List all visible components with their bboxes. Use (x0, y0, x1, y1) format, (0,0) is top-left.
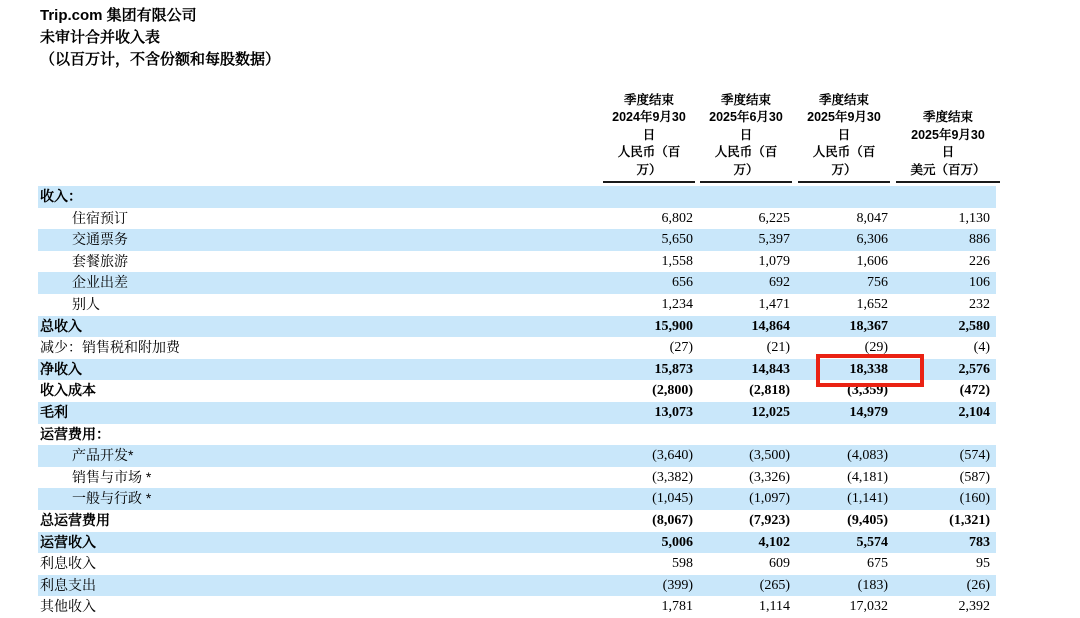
cell-value: 1,130 (958, 210, 990, 226)
header-line: 万） (636, 162, 662, 177)
table-row (38, 316, 996, 338)
cell-value: (4,181) (847, 469, 888, 485)
table-row (38, 553, 996, 575)
header-line: 季度结束 (818, 92, 869, 107)
row-label: 总收入 (40, 317, 82, 334)
cell-value: 1,781 (661, 599, 693, 615)
row-label: 交通票务 (72, 231, 128, 248)
table-row (38, 272, 996, 294)
cell-value: 13,073 (654, 404, 693, 420)
cell-value: 675 (867, 556, 888, 572)
table-row (38, 186, 996, 208)
cell-value: 226 (969, 253, 990, 269)
cell-value: 886 (969, 232, 990, 248)
cell-value: (3,326) (749, 469, 790, 485)
header-line: 日 (739, 127, 753, 142)
row-label: 一般与行政 * (72, 490, 152, 507)
cell-value: 14,843 (751, 361, 790, 377)
row-label: 套餐旅游 (72, 252, 128, 269)
table-row (38, 402, 996, 424)
cell-value: 18,367 (849, 318, 888, 334)
cell-value: (587) (959, 469, 990, 485)
table-row (38, 596, 996, 618)
row-label: 利息收入 (40, 555, 96, 572)
company-name: Trip.com 集团有限公司 (40, 7, 197, 24)
row-label: 别人 (72, 295, 100, 312)
header-line: 人民币（百 (617, 145, 681, 159)
cell-value: (26) (966, 577, 990, 593)
cell-value: (21) (766, 340, 790, 356)
cell-value: 609 (769, 556, 790, 572)
cell-value: 18,338 (849, 361, 888, 377)
table-row (38, 294, 996, 316)
row-label: 运营费用： (40, 425, 110, 442)
cell-value: 15,873 (654, 361, 693, 377)
header-line: 万） (831, 162, 857, 177)
row-label: 企业出差 (72, 274, 128, 291)
cell-value: 1,079 (758, 253, 790, 269)
cell-value: 14,979 (849, 404, 888, 420)
cell-value: 6,225 (758, 210, 790, 226)
column-header-2024q3-rmb (603, 92, 695, 183)
header-line: 日 (941, 145, 955, 159)
cell-value: (3,382) (652, 469, 693, 485)
table-row (38, 575, 996, 597)
cell-value: (472) (959, 383, 990, 399)
cell-value: 2,104 (958, 404, 990, 420)
cell-value: (1,045) (652, 491, 693, 507)
cell-value: (7,923) (749, 512, 790, 528)
cell-value: (4) (973, 340, 990, 356)
cell-value: (265) (759, 577, 790, 593)
cell-value: (2,800) (652, 383, 693, 399)
header-line: 季度结束 (922, 110, 973, 124)
cell-value: 783 (969, 534, 990, 550)
cell-value: (574) (959, 448, 990, 464)
cell-value: 5,574 (856, 534, 888, 550)
header-line: 美元（百万） (910, 162, 986, 177)
table-row (38, 488, 996, 510)
cell-value: 106 (969, 275, 990, 291)
cell-value: (1,321) (949, 512, 990, 528)
cell-value: 656 (672, 275, 693, 291)
header-line: 日 (642, 127, 656, 142)
cell-value: 598 (672, 556, 693, 572)
cell-value: (29) (864, 340, 888, 356)
cell-value: 1,652 (856, 296, 888, 312)
row-label: 总运营费用 (40, 511, 110, 528)
cell-value: 6,802 (661, 210, 693, 226)
cell-value: 1,234 (661, 296, 693, 312)
cell-value: 1,558 (661, 253, 693, 269)
row-label: 收入成本 (40, 382, 96, 399)
row-label: 销售与市场 * (72, 468, 152, 485)
cell-value: 15,900 (654, 318, 693, 334)
header-line: 季度结束 (720, 92, 771, 107)
table-row (38, 510, 996, 532)
cell-value: 5,650 (661, 232, 693, 248)
cell-value: 1,114 (759, 599, 790, 615)
cell-value: 5,397 (758, 232, 790, 248)
header-line: 2025年9月30 (807, 110, 881, 124)
row-label: 产品开发* (72, 447, 134, 464)
column-header-2025q3-rmb (798, 92, 890, 183)
table-row (38, 251, 996, 273)
cell-value: (3,359) (847, 383, 888, 399)
header-line: 日 (837, 127, 851, 142)
cell-value: 232 (969, 296, 990, 312)
cell-value: 1,606 (856, 253, 888, 269)
cell-value: 14,864 (751, 318, 790, 334)
cell-value: 2,576 (958, 361, 990, 377)
column-header-2025q3-usd (896, 92, 1000, 183)
cell-value: 6,306 (856, 232, 888, 248)
statement-title: 未审计合并收入表 (40, 29, 161, 46)
table-column-headers (0, 92, 1080, 183)
cell-value: (2,818) (749, 383, 790, 399)
header-line: 2024年9月30 (612, 110, 686, 124)
cell-value: (183) (857, 577, 888, 593)
cell-value: 2,392 (958, 599, 990, 615)
cell-value: 1,471 (758, 296, 790, 312)
cell-value: (399) (662, 577, 693, 593)
cell-value: (27) (669, 340, 693, 356)
table-row (38, 532, 996, 554)
cell-value: 2,580 (958, 318, 990, 334)
header-line: 2025年6月30 (709, 110, 783, 124)
cell-value: (9,405) (847, 512, 888, 528)
column-header-2025q2-rmb (700, 92, 792, 183)
row-label: 其他收入 (40, 598, 96, 615)
row-label: 住宿预订 (72, 209, 128, 226)
header-line: 人民币（百 (714, 145, 778, 159)
cell-value: 17,032 (849, 599, 888, 615)
cell-value: (160) (959, 491, 990, 507)
units-note: （以百万计，不含份额和每股数据） (40, 51, 281, 68)
cell-value: (3,640) (652, 448, 693, 464)
table-row (38, 445, 996, 467)
row-label: 运营收入 (40, 533, 96, 550)
cell-value: (8,067) (652, 512, 693, 528)
document-title-block (40, 5, 280, 71)
cell-value: 95 (976, 556, 990, 572)
cell-value: (1,097) (749, 491, 790, 507)
row-label: 收入： (40, 188, 82, 204)
cell-value: 8,047 (856, 210, 888, 226)
header-line: 万） (733, 162, 759, 177)
header-line: 季度结束 (623, 92, 674, 107)
table-body (38, 186, 996, 618)
cell-value: (1,141) (847, 491, 888, 507)
cell-value: 4,102 (758, 534, 790, 550)
row-label: 净收入 (40, 360, 82, 377)
row-label: 毛利 (40, 403, 68, 420)
table-row (38, 208, 996, 230)
table-row (38, 424, 996, 446)
row-label: 利息支出 (40, 576, 96, 593)
cell-value: (4,083) (847, 448, 888, 464)
row-label: 减少：销售税和附加费 (40, 339, 180, 356)
cell-value: 12,025 (751, 404, 790, 420)
cell-value: (3,500) (749, 448, 790, 464)
cell-value: 5,006 (661, 534, 693, 550)
cell-value: 692 (769, 275, 790, 291)
table-row (38, 229, 996, 251)
header-line: 人民币（百 (812, 145, 876, 159)
cell-value: 756 (867, 275, 888, 291)
table-row (38, 467, 996, 489)
highlight-box (816, 354, 924, 387)
header-line: 2025年9月30 (911, 127, 985, 142)
